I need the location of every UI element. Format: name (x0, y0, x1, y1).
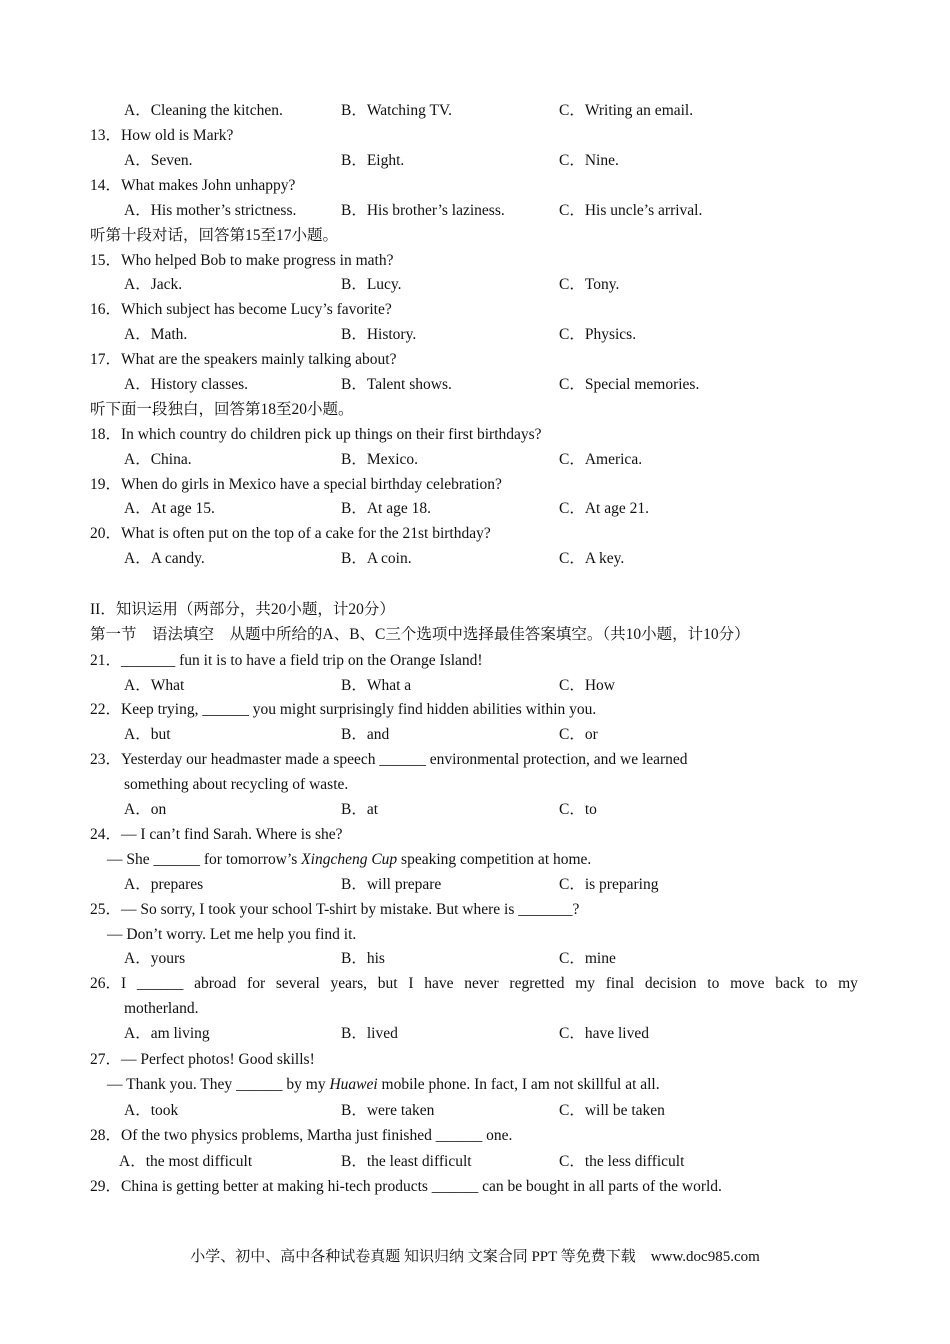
option-c: C．Physics. (559, 326, 637, 343)
question-16: 16．Which subject has become Lucy’s favorite? (90, 301, 392, 318)
option-b: B．and (341, 726, 390, 743)
section-instruction: 听第十段对话，回答第15至17小题。 (90, 227, 339, 244)
option-c: C．mine (559, 950, 616, 967)
option-b: B．his (341, 950, 385, 967)
italic-term: Xingcheng Cup (301, 851, 398, 868)
option-c: C．or (559, 726, 598, 743)
option-b: B．at (341, 801, 379, 818)
option-b: B．Watching TV. (341, 102, 452, 119)
option-a: A．At age 15. (124, 500, 215, 517)
option-a: A．on (124, 801, 167, 818)
question-27: 27．— Perfect photos! Good skills! (90, 1051, 315, 1068)
option-b: B．What a (341, 677, 412, 694)
dialog-response: — Thank you. They ______ by my Huawei mobile phone. In fact, I am not skillful at all. (107, 1076, 660, 1093)
option-a: A．the most difficult (119, 1153, 253, 1170)
option-c: C．Nine. (559, 152, 619, 169)
question-20: 20．What is often put on the top of a cake for the 21st birthday? (90, 525, 491, 542)
option-c: C．Writing an email. (559, 102, 694, 119)
question-19: 19．When do girls in Mexico have a special birthday celebration? (90, 476, 502, 493)
italic-term: Huawei (329, 1076, 378, 1093)
option-b: B．will prepare (341, 876, 442, 893)
question-26: 26．I ______ abroad for several years, but I have never regretted my final decision to move back to my (90, 975, 858, 992)
option-a: A．Seven. (124, 152, 193, 169)
question-28: 28．Of the two physics problems, Martha just finished ______ one. (90, 1127, 513, 1144)
option-c: C．is preparing (559, 876, 659, 893)
dialog-response: — She ______ for tomorrow’s Xingcheng Cup speaking competition at home. (107, 851, 592, 868)
section-instruction: 听下面一段独白，回答第18至20小题。 (90, 401, 354, 418)
option-b: B．Mexico. (341, 451, 419, 468)
option-c: C．His uncle’s arrival. (559, 202, 703, 219)
question-17: 17．What are the speakers mainly talking about? (90, 351, 397, 368)
question-26-continued: motherland. (124, 1000, 199, 1017)
option-a: A．took (124, 1102, 179, 1119)
option-c: C．At age 21. (559, 500, 649, 517)
dialog-response: — Don’t worry. Let me help you find it. (107, 926, 357, 943)
question-14: 14．What makes John unhappy? (90, 177, 296, 194)
option-a: A．His mother’s strictness. (124, 202, 297, 219)
option-c: C．have lived (559, 1025, 649, 1042)
question-18: 18．In which country do children pick up things on their first birthdays? (90, 426, 542, 443)
option-a: A．am living (124, 1025, 210, 1042)
question-29: 29．China is getting better at making hi-tech products ______ can be bought in all parts of the world. (90, 1178, 722, 1195)
part-title: II．知识运用（两部分，共20小题，计20分） (90, 601, 395, 618)
option-c: C．Special memories. (559, 376, 700, 393)
page-footer: 小学、初中、高中各种试卷真题 知识归纳 文案合同 PPT 等免费下载 www.doc985.com (190, 1249, 760, 1265)
option-a: A．A candy. (124, 550, 205, 567)
option-a: A．Jack. (124, 276, 183, 293)
option-c: C．How (559, 677, 615, 694)
option-c: C．to (559, 801, 597, 818)
option-c: C．America. (559, 451, 643, 468)
option-c: C．A key. (559, 550, 625, 567)
option-b: B．lived (341, 1025, 398, 1042)
option-b: B．A coin. (341, 550, 412, 567)
option-b: B．Lucy. (341, 276, 402, 293)
option-b: B．were taken (341, 1102, 435, 1119)
option-a: A．Math. (124, 326, 188, 343)
question-13: 13．How old is Mark? (90, 127, 234, 144)
option-a: A．What (124, 677, 185, 694)
option-a: A．Cleaning the kitchen. (124, 102, 283, 119)
section-instruction: 第一节 语法填空 从题中所给的A、B、C三个选项中选择最佳答案填空。（共10小题，计10分） (90, 626, 750, 643)
question-24: 24．— I can’t find Sarah. Where is she? (90, 826, 343, 843)
option-b: B．His brother’s laziness. (341, 202, 505, 219)
question-21: 21．_______ fun it is to have a field trip on the Orange Island! (90, 652, 483, 669)
option-c: C．Tony. (559, 276, 620, 293)
question-22: 22．Keep trying, ______ you might surprisingly find hidden abilities within you. (90, 701, 597, 718)
option-b: B．History. (341, 326, 417, 343)
option-b: B．Eight. (341, 152, 405, 169)
option-a: A．yours (124, 950, 186, 967)
option-b: B．At age 18. (341, 500, 431, 517)
option-a: A．China. (124, 451, 192, 468)
option-a: A．History classes. (124, 376, 248, 393)
option-c: C．the less difficult (559, 1153, 685, 1170)
option-b: B．the least difficult (341, 1153, 472, 1170)
question-23: 23．Yesterday our headmaster made a speech ______ environmental protection, and we learned (90, 751, 688, 768)
option-c: C．will be taken (559, 1102, 665, 1119)
option-b: B．Talent shows. (341, 376, 452, 393)
option-a: A．but (124, 726, 171, 743)
question-25: 25．— So sorry, I took your school T-shirt by mistake. But where is _______? (90, 901, 580, 918)
question-23-continued: something about recycling of waste. (124, 776, 349, 793)
question-15: 15．Who helped Bob to make progress in math? (90, 252, 394, 269)
option-a: A．prepares (124, 876, 204, 893)
